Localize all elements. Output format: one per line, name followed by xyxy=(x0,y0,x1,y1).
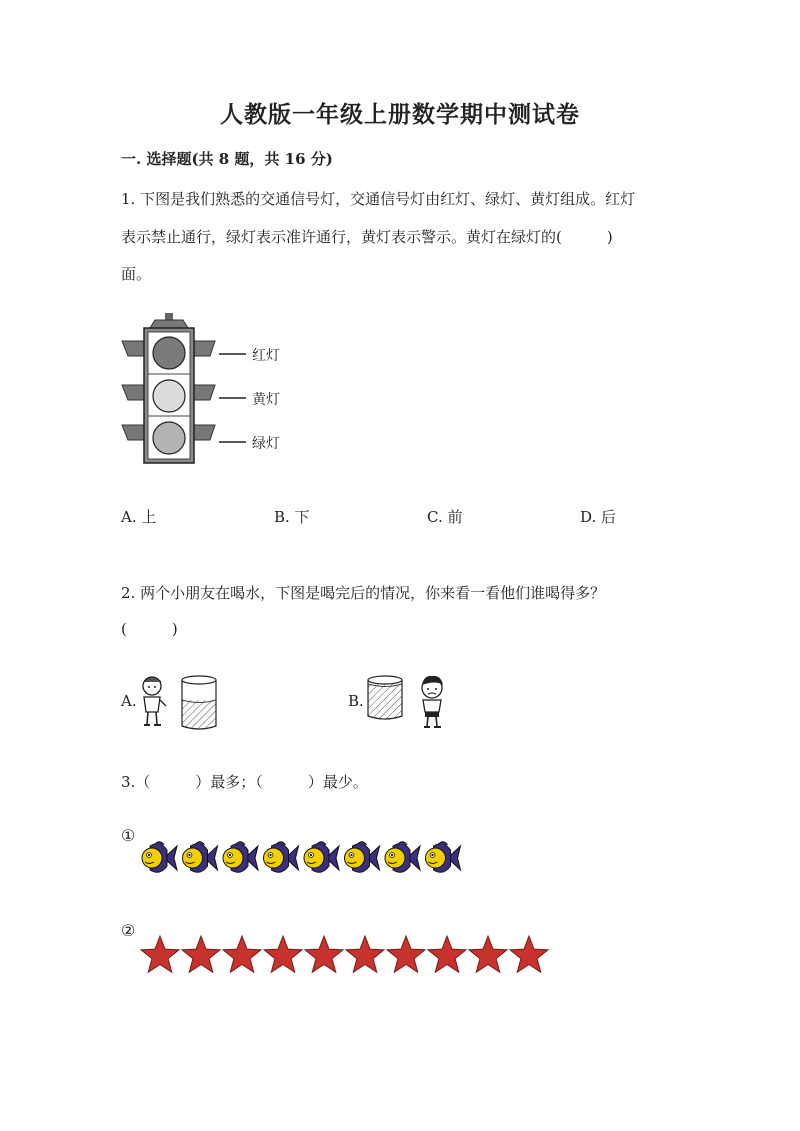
fish-icon xyxy=(345,842,380,873)
fish-icon xyxy=(223,842,258,873)
label-red-light: 红灯 xyxy=(252,348,280,364)
red-lamp xyxy=(153,337,185,369)
star-icon xyxy=(305,936,343,972)
yellow-lamp xyxy=(153,380,185,412)
q3-row-1-marker: ① xyxy=(121,826,136,845)
q1-text-line-2: 表示禁止通行，绿灯表示准许通行，黄灯表示警示。黄灯在绿灯的( ) xyxy=(121,228,613,246)
fish-icon xyxy=(304,842,339,873)
child-icon xyxy=(422,676,443,727)
q3-text: 3.（ ）最多；（ ）最少。 xyxy=(121,773,368,791)
label-green-light: 绿灯 xyxy=(252,436,280,452)
star-icon xyxy=(510,936,548,972)
label-yellow-light: 黄灯 xyxy=(252,392,280,408)
cup-icon xyxy=(182,676,216,729)
q2-figure-a xyxy=(136,670,226,732)
q2-figure-b xyxy=(364,670,454,732)
q2-answer-blank[interactable]: ( ) xyxy=(121,620,178,638)
star-icon xyxy=(428,936,466,972)
q1-option-c[interactable]: C. 前 xyxy=(427,508,463,526)
green-lamp xyxy=(153,422,185,454)
star-icon xyxy=(223,936,261,972)
star-icon xyxy=(264,936,302,972)
q3-fish-row xyxy=(140,838,480,878)
q1-text-line-1: 1. 下图是我们熟悉的交通信号灯，交通信号灯由红灯、绿灯、黄灯组成。红灯 xyxy=(121,190,636,208)
page-title: 人教版一年级上册数学期中测试卷 xyxy=(220,101,580,128)
star-icon xyxy=(469,936,507,972)
fish-icon xyxy=(385,842,420,873)
star-icon xyxy=(141,936,179,972)
q1-option-a[interactable]: A. 上 xyxy=(121,508,157,526)
traffic-light xyxy=(122,313,246,463)
q1-text-line-3: 面。 xyxy=(121,265,152,283)
q2-option-b[interactable]: B. xyxy=(348,692,364,710)
star-icon xyxy=(387,936,425,972)
fish-icon xyxy=(183,842,218,873)
section-heading: 一. 选择题(共 8 题，共 16 分) xyxy=(121,150,333,168)
fish-icon xyxy=(426,842,461,873)
q2-text: 2. 两个小朋友在喝水，下图是喝完后的情况，你来看一看他们谁喝得多？ xyxy=(121,584,606,602)
star-icon xyxy=(346,936,384,972)
cup-icon xyxy=(368,676,402,719)
q3-row-2-marker: ② xyxy=(121,921,136,940)
star-icon xyxy=(182,936,220,972)
q1-option-b[interactable]: B. 下 xyxy=(274,508,310,526)
fish-icon xyxy=(142,842,177,873)
child-icon xyxy=(143,677,166,725)
fish-icon xyxy=(264,842,299,873)
q2-option-a[interactable]: A. xyxy=(121,692,137,710)
q3-star-row xyxy=(140,933,560,977)
q1-option-d[interactable]: D. 后 xyxy=(580,508,617,526)
